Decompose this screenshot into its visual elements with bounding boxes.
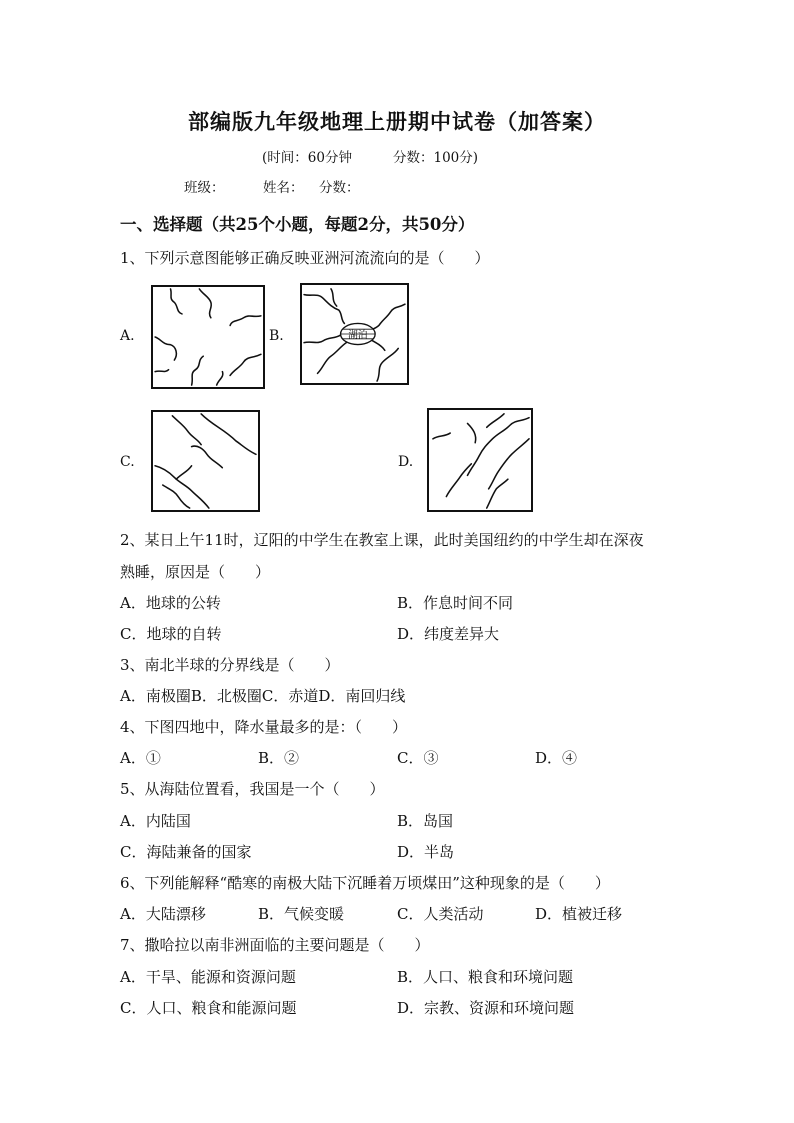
question-3-stem: 3、南北半球的分界线是（ ）	[120, 656, 340, 674]
question-4-option-c[interactable]: C．③	[397, 749, 439, 767]
question-4-option-a[interactable]: A．①	[120, 749, 161, 767]
score-field-label: 分数：	[319, 180, 360, 196]
question-6-stem: 6、下列能解释“酷寒的南极大陆下沉睡着万顷煤田”这种现象的是（ ）	[120, 874, 610, 892]
question-5-option-b[interactable]: B．岛国	[397, 812, 454, 830]
question-4-option-b[interactable]: B．②	[258, 749, 300, 767]
question-7-option-b[interactable]: B．人口、粮食和环境问题	[397, 968, 574, 986]
map-c-rivers	[153, 412, 258, 510]
question-7-option-d[interactable]: D．宗教、资源和环境问题	[397, 999, 575, 1017]
lake-label: 湖泊	[348, 329, 368, 341]
question-6-option-c[interactable]: C．人类活动	[397, 905, 484, 923]
question-5-option-c[interactable]: C．海陆兼备的国家	[120, 843, 252, 861]
name-field-label: 姓名：	[263, 180, 304, 196]
question-2-option-c[interactable]: C．地球的自转	[120, 625, 222, 643]
question-1-stem: 1、下列示意图能够正确反映亚洲河流流向的是（ ）	[120, 249, 490, 267]
question-7-option-a[interactable]: A．干旱、能源和资源问题	[120, 968, 296, 986]
question-6-option-b[interactable]: B．气候变暖	[258, 905, 345, 923]
question-6-option-d[interactable]: D．植被迁移	[535, 905, 623, 923]
map-b-label: B.	[269, 328, 284, 344]
map-d	[427, 408, 533, 512]
page-title: 部编版九年级地理上册期中试卷（加答案）	[188, 109, 606, 134]
map-d-rivers	[429, 410, 531, 510]
question-4-stem: 4、下图四地中，降水量最多的是：（ ）	[120, 718, 408, 736]
map-d-label: D.	[398, 454, 414, 470]
question-6-option-a[interactable]: A．大陆漂移	[120, 905, 206, 923]
map-b	[300, 283, 409, 385]
question-2-stem-line1: 2、某日上午11时，辽阳的中学生在教室上课，此时美国纽约的中学生却在深夜	[120, 531, 644, 549]
exam-time: (时间：60分钟	[262, 150, 352, 166]
class-field-label: 班级：	[184, 180, 225, 196]
map-c-label: C.	[120, 454, 135, 470]
map-a-label: A.	[120, 328, 135, 344]
exam-total-score: 分数：100分)	[393, 150, 479, 166]
question-5-option-d[interactable]: D．半岛	[397, 843, 455, 861]
question-5-stem: 5、从海陆位置看，我国是一个（ ）	[120, 780, 385, 798]
question-2-option-d[interactable]: D．纬度差异大	[397, 625, 500, 643]
map-a-rivers	[153, 287, 263, 387]
map-a	[151, 285, 265, 389]
section-heading: 一、选择题（共25个小题，每题2分，共50分）	[120, 215, 475, 234]
question-2-option-b[interactable]: B．作息时间不同	[397, 594, 514, 612]
question-5-option-a[interactable]: A．内陆国	[120, 812, 191, 830]
question-7-stem: 7、撒哈拉以南非洲面临的主要问题是（ ）	[120, 936, 430, 954]
question-2-option-a[interactable]: A．地球的公转	[120, 594, 221, 612]
question-4-option-d[interactable]: D．④	[535, 749, 578, 767]
question-3-options[interactable]: A．南极圈B．北极圈C．赤道D．南回归线	[120, 687, 406, 705]
question-2-stem-line2: 熟睡，原因是（ ）	[120, 563, 271, 581]
map-c	[151, 410, 260, 512]
map-b-rivers	[302, 285, 407, 383]
question-7-option-c[interactable]: C．人口、粮食和能源问题	[120, 999, 297, 1017]
